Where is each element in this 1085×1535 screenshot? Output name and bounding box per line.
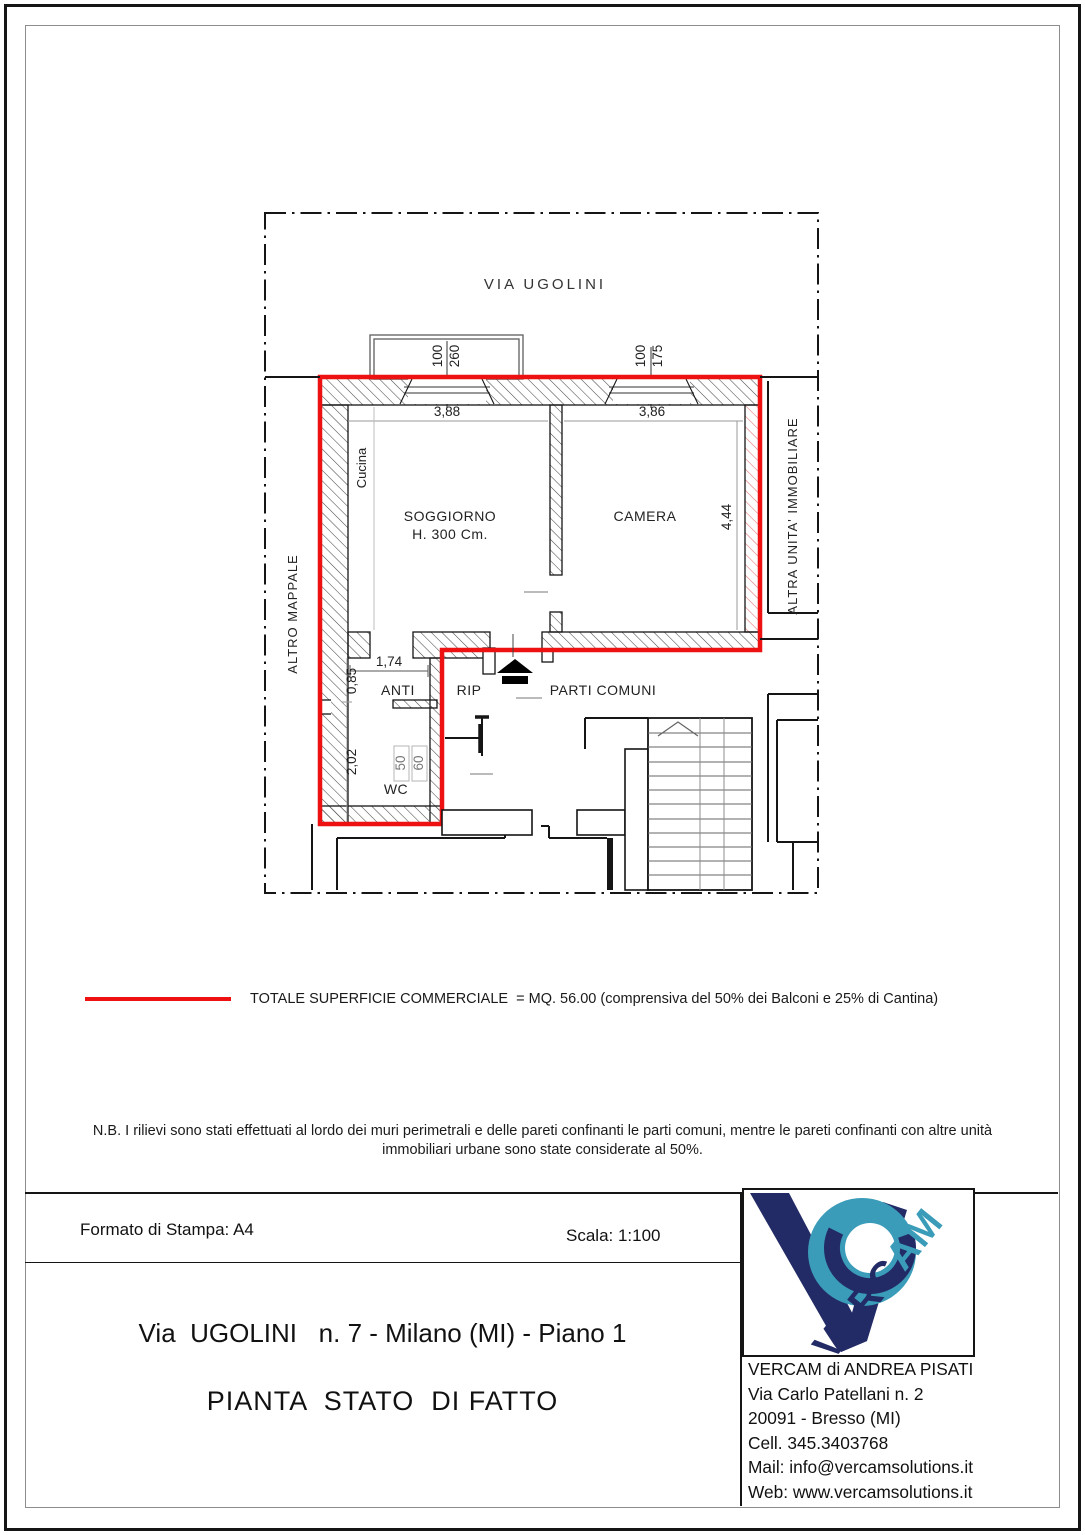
legend-text: TOTALE SUPERFICIE COMMERCIALE = MQ. 56.00 (comprensiva del 50% dei Balconi e 25% di Cantina) xyxy=(250,991,939,1007)
street-label: VIA UGOLINI xyxy=(483,276,607,293)
wall-partition xyxy=(550,405,562,575)
dim-soggiorno-width: 3,88 xyxy=(433,404,461,419)
company-name: VERCAM di ANDREA PISATI xyxy=(748,1359,974,1379)
logo-text-navy: VERC xyxy=(804,1250,912,1355)
company-contact-block xyxy=(748,1357,973,1505)
dim-anti-width: 1,74 xyxy=(375,654,403,669)
label-cucina: Cucina xyxy=(354,447,369,489)
wall-partition-stub xyxy=(550,612,562,632)
label-parti-comuni: PARTI COMUNI xyxy=(549,682,657,698)
print-format: Formato di Stampa: A4 xyxy=(80,1220,254,1239)
label-anti: ANTI xyxy=(381,682,415,698)
drawing-title: PIANTA STATO DI FATTO xyxy=(206,1386,559,1416)
window-soggiorno xyxy=(408,379,486,404)
company-city: 20091 - Bresso (MI) xyxy=(748,1408,901,1429)
label-wc: WC xyxy=(383,781,409,797)
dim-wc-window-width: 50 xyxy=(393,755,408,771)
vercam-logo-icon xyxy=(744,1190,973,1355)
wall-top xyxy=(320,377,760,405)
label-rip: RIP xyxy=(456,682,482,698)
label-altra-unita: ALTRA UNITA' IMMOBILIARE xyxy=(785,417,800,615)
dim-window2-width: 100 xyxy=(633,344,648,368)
logo-text-teal: AM xyxy=(877,1200,952,1279)
legend-red-line xyxy=(85,997,231,1001)
survey-note-line1: N.B. I rilievi sono stati effettuati al lordo dei muri perimetrali e delle pareti confinanti le parti comuni, mentre le pareti confinanti con altre unità xyxy=(92,1123,993,1139)
dim-camera-height: 4,44 xyxy=(719,503,734,531)
company-phone: Cell. 345.3403768 xyxy=(748,1432,889,1453)
company-mail: Mail: info@vercamsolutions.it xyxy=(748,1457,973,1478)
wall-camera-bottom xyxy=(542,632,760,650)
entrance-arrow-icon xyxy=(497,634,533,684)
wall-wc-bottom xyxy=(320,806,442,824)
wall-entry-left xyxy=(413,632,490,658)
dim-anti-height: 0,85 xyxy=(344,667,359,695)
company-street: Via Carlo Patellani n. 2 xyxy=(748,1383,924,1404)
company-web: Web: www.vercamsolutions.it xyxy=(748,1481,973,1502)
dim-wc-height: 2,02 xyxy=(344,748,359,776)
label-soggiorno-height: H. 300 Cm. xyxy=(412,526,488,542)
wall-left-bump xyxy=(348,632,370,658)
dim-window1-height: 260 xyxy=(447,344,462,368)
address-title: Via UGOLINI n. 7 - Milano (MI) - Piano 1 xyxy=(138,1318,627,1348)
dim-camera-width: 3,86 xyxy=(638,404,666,419)
dimension-labels xyxy=(344,345,734,775)
survey-note-line2: immobiliari urbane sono state considerate al 50%. xyxy=(382,1142,703,1158)
company-logo xyxy=(742,1188,975,1357)
survey-note xyxy=(0,1122,1085,1160)
dim-wc-window-height: 60 xyxy=(411,755,426,771)
label-soggiorno: SOGGIORNO xyxy=(403,508,497,524)
title-block-divider xyxy=(25,1262,740,1263)
scale-label: Scala: 1:100 xyxy=(566,1226,661,1245)
window-camera xyxy=(613,379,690,404)
dim-window2-height: 175 xyxy=(650,344,665,368)
staircase xyxy=(648,718,752,890)
wall-anti-shelf xyxy=(393,700,437,708)
dim-window1-width: 100 xyxy=(430,344,445,368)
label-altro-mappale: ALTRO MAPPALE xyxy=(285,554,300,674)
door-symbols xyxy=(445,717,489,756)
label-camera: CAMERA xyxy=(613,508,677,524)
